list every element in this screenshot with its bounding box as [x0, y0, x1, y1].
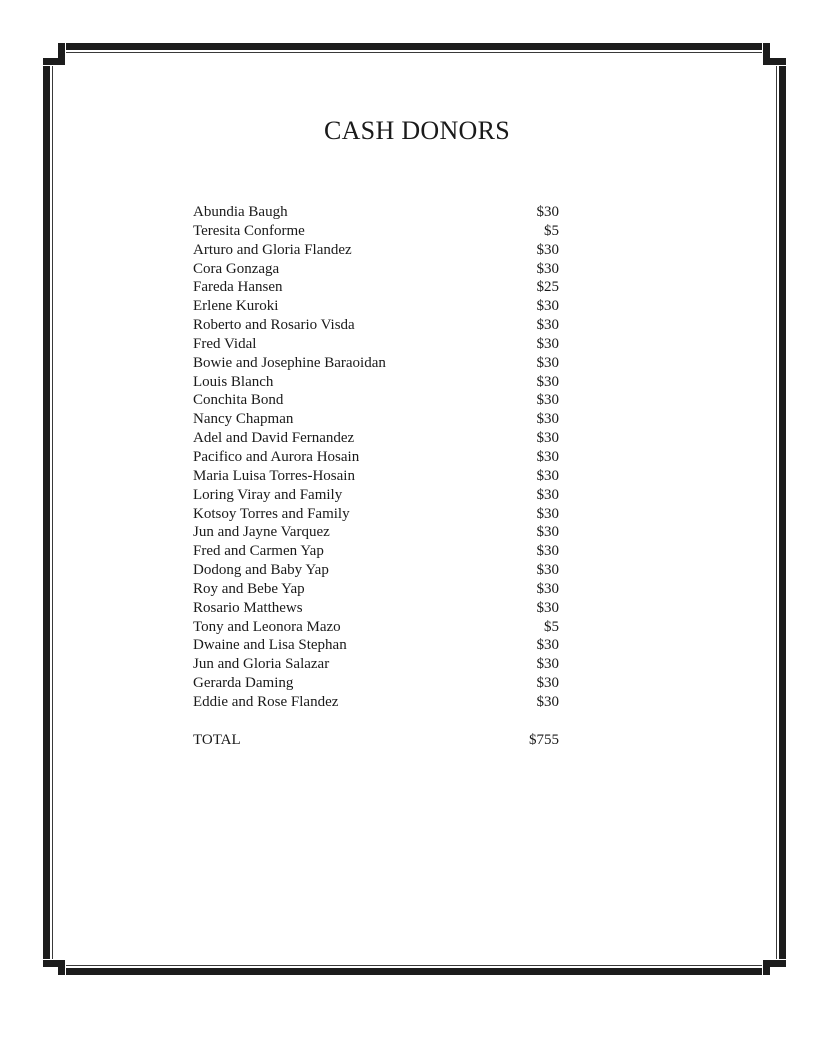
donor-row	[193, 297, 559, 316]
border-bottom	[66, 968, 762, 975]
donor-row	[193, 599, 559, 618]
donor-row	[193, 448, 559, 467]
donor-name: Fred Vidal	[193, 335, 257, 352]
donor-amount: $30	[536, 599, 559, 616]
donor-amount: $30	[536, 335, 559, 352]
border-top	[66, 43, 762, 50]
donor-row	[193, 429, 559, 448]
donor-name: Rosario Matthews	[193, 599, 303, 616]
donor-row	[193, 505, 559, 524]
donor-list	[193, 203, 559, 712]
donor-name: Adel and David Fernandez	[193, 430, 355, 447]
donor-row	[193, 410, 559, 429]
donor-amount: $30	[536, 317, 559, 334]
border-top-thin	[66, 52, 762, 53]
border-bottom-thin	[66, 965, 762, 966]
donor-row	[193, 693, 559, 712]
donor-amount: $30	[536, 411, 559, 428]
donor-amount: $30	[536, 656, 559, 673]
donor-amount: $30	[536, 467, 559, 484]
donor-name: Fareda Hansen	[193, 279, 283, 296]
donor-amount: $30	[536, 430, 559, 447]
donor-row	[193, 561, 559, 580]
donor-row	[193, 373, 559, 392]
donor-amount: $25	[536, 279, 559, 296]
donor-name: Gerarda Daming	[193, 675, 294, 692]
page-title: CASH DONORS	[323, 116, 511, 145]
donor-name: Jun and Jayne Varquez	[193, 524, 330, 541]
total-amount: $755	[529, 732, 559, 748]
donor-amount: $30	[536, 637, 559, 654]
donor-name: Pacifico and Aurora Hosain	[193, 448, 360, 465]
donor-name: Arturo and Gloria Flandez	[193, 241, 352, 258]
border-left	[43, 66, 50, 959]
donor-name: Roberto and Rosario Visda	[193, 317, 355, 334]
donor-row	[193, 580, 559, 599]
donor-row	[193, 222, 559, 241]
donor-amount: $5	[544, 618, 559, 635]
donor-amount: $30	[536, 562, 559, 579]
donor-name: Bowie and Josephine Baraoidan	[193, 354, 386, 371]
donor-name: Abundia Baugh	[193, 204, 288, 220]
donor-name: Erlene Kuroki	[193, 298, 279, 315]
donor-row	[193, 391, 559, 410]
donor-amount: $5	[544, 222, 559, 239]
donor-row	[193, 278, 559, 297]
total-label: TOTAL	[193, 732, 241, 748]
donor-name: Jun and Gloria Salazar	[193, 656, 330, 673]
corner-bottom-left-h	[43, 960, 65, 967]
donor-amount: $30	[536, 392, 559, 409]
border-right	[779, 66, 786, 959]
donor-name: Kotsoy Torres and Family	[193, 505, 350, 522]
donor-amount: $30	[536, 260, 559, 277]
donor-name: Cora Gonzaga	[193, 260, 280, 277]
donor-name: Conchita Bond	[193, 392, 284, 409]
total-row	[193, 731, 559, 750]
donor-amount: $30	[536, 675, 559, 692]
donor-row	[193, 523, 559, 542]
donor-amount: $30	[536, 373, 559, 390]
donor-amount: $30	[536, 524, 559, 541]
donor-amount: $30	[536, 486, 559, 503]
donor-row	[193, 655, 559, 674]
donor-amount: $30	[536, 298, 559, 315]
donor-row	[193, 335, 559, 354]
donor-amount: $30	[536, 241, 559, 258]
donor-row	[193, 674, 559, 693]
donor-row	[193, 467, 559, 486]
donor-row	[193, 486, 559, 505]
donor-amount: $30	[536, 448, 559, 465]
donor-name: Louis Blanch	[193, 373, 274, 390]
donor-name: Nancy Chapman	[193, 411, 294, 428]
donor-name: Maria Luisa Torres-Hosain	[193, 467, 355, 484]
donor-name: Fred and Carmen Yap	[193, 543, 324, 560]
corner-top-right-h	[763, 58, 786, 65]
donor-amount: $30	[536, 693, 559, 710]
corner-bottom-right-h	[763, 960, 786, 967]
border-right-thin	[776, 66, 777, 959]
donor-amount: $30	[536, 543, 559, 560]
donor-amount: $30	[536, 505, 559, 522]
donor-row	[193, 354, 559, 373]
donor-amount: $30	[536, 204, 559, 220]
donor-name: Roy and Bebe Yap	[193, 580, 305, 597]
donor-name: Teresita Conforme	[193, 222, 305, 239]
corner-top-left-h	[43, 58, 65, 65]
donor-row	[193, 241, 559, 260]
donor-name: Dodong and Baby Yap	[193, 562, 329, 579]
donor-name: Dwaine and Lisa Stephan	[193, 637, 347, 654]
donor-row	[193, 618, 559, 637]
border-left-thin	[52, 66, 53, 959]
donor-row	[193, 542, 559, 561]
donor-name: Loring Viray and Family	[193, 486, 343, 503]
donor-name: Eddie and Rose Flandez	[193, 693, 339, 710]
donor-row	[193, 260, 559, 279]
donor-amount: $30	[536, 354, 559, 371]
donor-row	[193, 203, 559, 222]
donor-amount: $30	[536, 580, 559, 597]
donor-row	[193, 636, 559, 655]
donor-row	[193, 316, 559, 335]
donor-name: Tony and Leonora Mazo	[193, 618, 341, 635]
